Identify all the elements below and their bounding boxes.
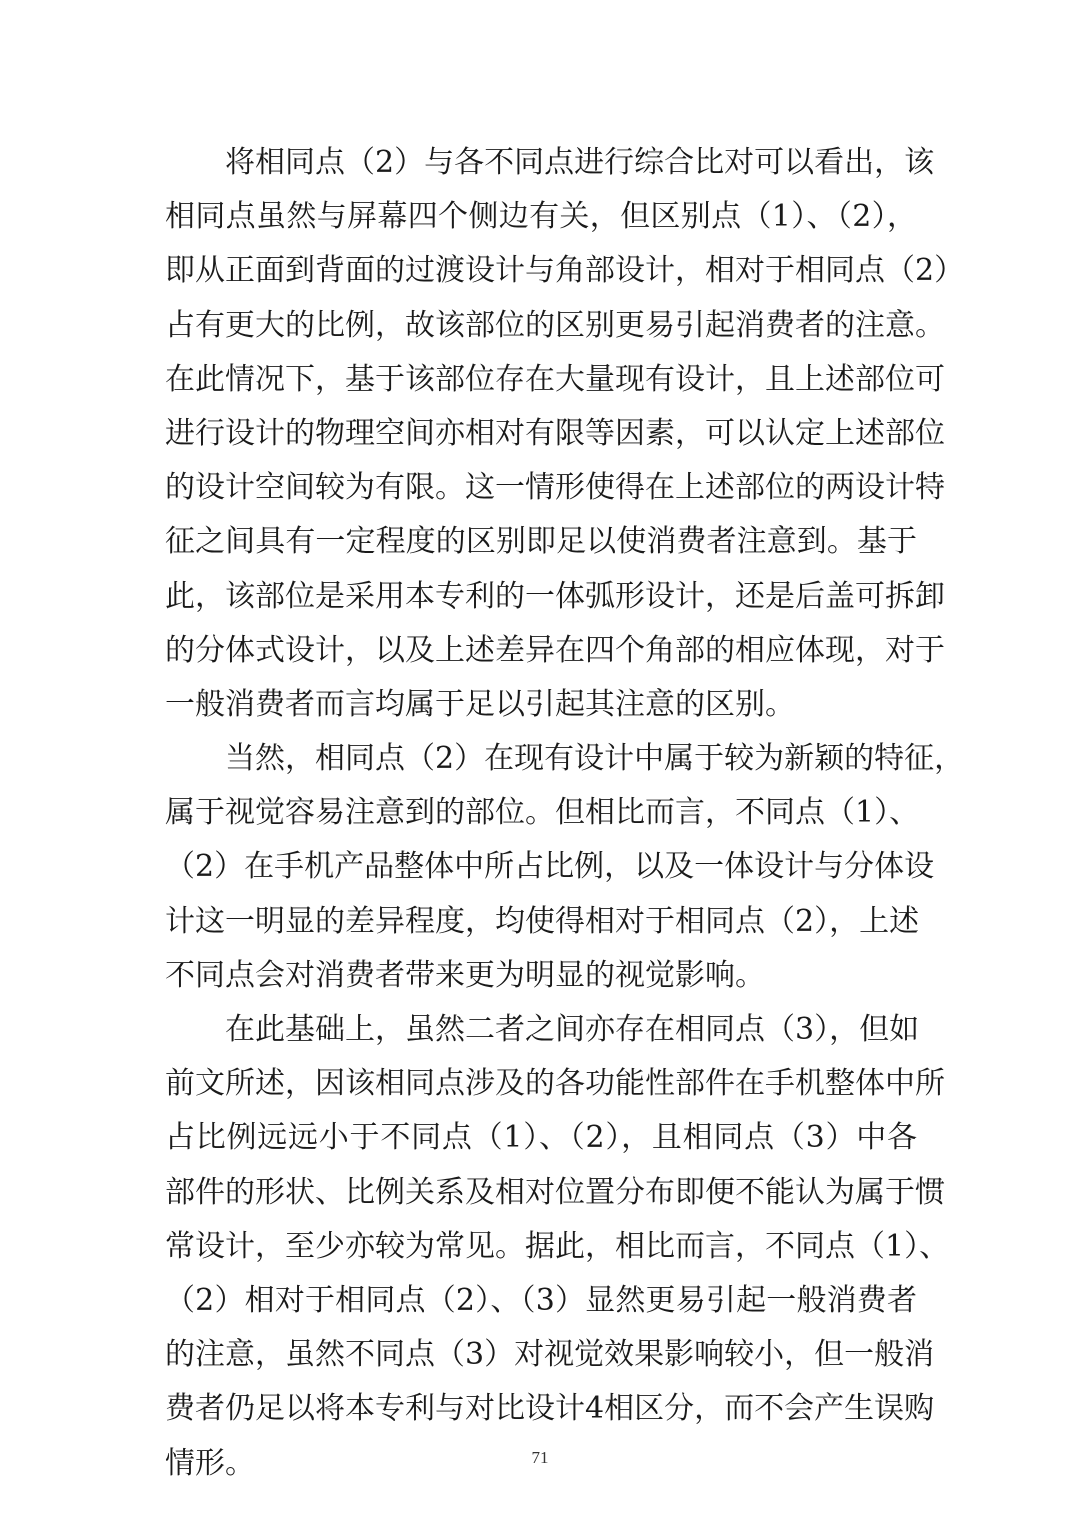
body-text (165, 136, 965, 1491)
paragraph-3 (165, 1003, 950, 1491)
text-line: 进行设计的物理空间亦相对有限等因素，可以认定上述部位 (165, 415, 945, 451)
text-line: 当然，相同点（2）在现有设计中属于较为新颖的特征， (225, 741, 965, 777)
text-line: 在此基础上，虽然二者之间亦存在相同点（3），但如 (225, 1012, 920, 1047)
text-line: 的注意，虽然不同点（3）对视觉效果影响较小，但一般消 (165, 1337, 935, 1373)
paragraph-2 (165, 732, 965, 1003)
text-line: 相同点虽然与屏幕四个侧边有关，但区别点（1）、（2）， (165, 199, 917, 235)
text-line: 征之间具有一定程度的区别即足以使消费者注意到。基于 (165, 524, 917, 560)
text-line: （2）在手机产品整体中所占比例，以及一体设计与分体设 (165, 849, 935, 885)
text-line: 在此情况下，基于该部位存在大量现有设计，且上述部位可 (165, 361, 945, 397)
text-line: 占比例远远小于不同点（1）、（2），且相同点（3）中各 (165, 1120, 917, 1156)
text-line: 的设计空间较为有限。这一情形使得在上述部位的两设计特 (165, 470, 945, 506)
text-line: 即从正面到背面的过渡设计与角部设计，相对于相同点（2） (165, 253, 965, 289)
text-line: 属于视觉容易注意到的部位。但相比而言，不同点（1）、 (165, 795, 920, 831)
text-line: 情形。 (165, 1445, 255, 1481)
text-line: 的分体式设计，以及上述差异在四个角部的相应体现，对于 (165, 632, 945, 668)
text-line: 费者仍足以将本专利与对比设计4相区分，而不会产生误购 (165, 1391, 935, 1427)
text-line: 占有更大的比例，故该部位的区别更易引起消费者的注意。 (165, 307, 945, 343)
paragraph-1 (165, 136, 965, 732)
text-line: （2）相对于相同点（2）、（3）显然更易引起一般消费者 (165, 1282, 917, 1318)
text-line: 常设计，至少亦较为常见。据此，相比而言，不同点（1）、 (165, 1228, 950, 1264)
page-number: 71 (531, 1448, 549, 1467)
text-line: 此，该部位是采用本专利的一体弧形设计，还是后盖可拆卸 (165, 578, 945, 614)
text-line: 不同点会对消费者带来更为明显的视觉影响。 (165, 957, 765, 993)
text-line: 将相同点（2）与各不同点进行综合比对可以看出，该 (225, 145, 935, 180)
text-line: 前文所述，因该相同点涉及的各功能性部件在手机整体中所 (165, 1066, 945, 1102)
text-line: 计这一明显的差异程度，均使得相对于相同点（2），上述 (165, 903, 920, 939)
text-line: 部件的形状、比例关系及相对位置分布即便不能认为属于惯 (165, 1174, 945, 1210)
text-line: 一般消费者而言均属于足以引起其注意的区别。 (165, 686, 795, 722)
